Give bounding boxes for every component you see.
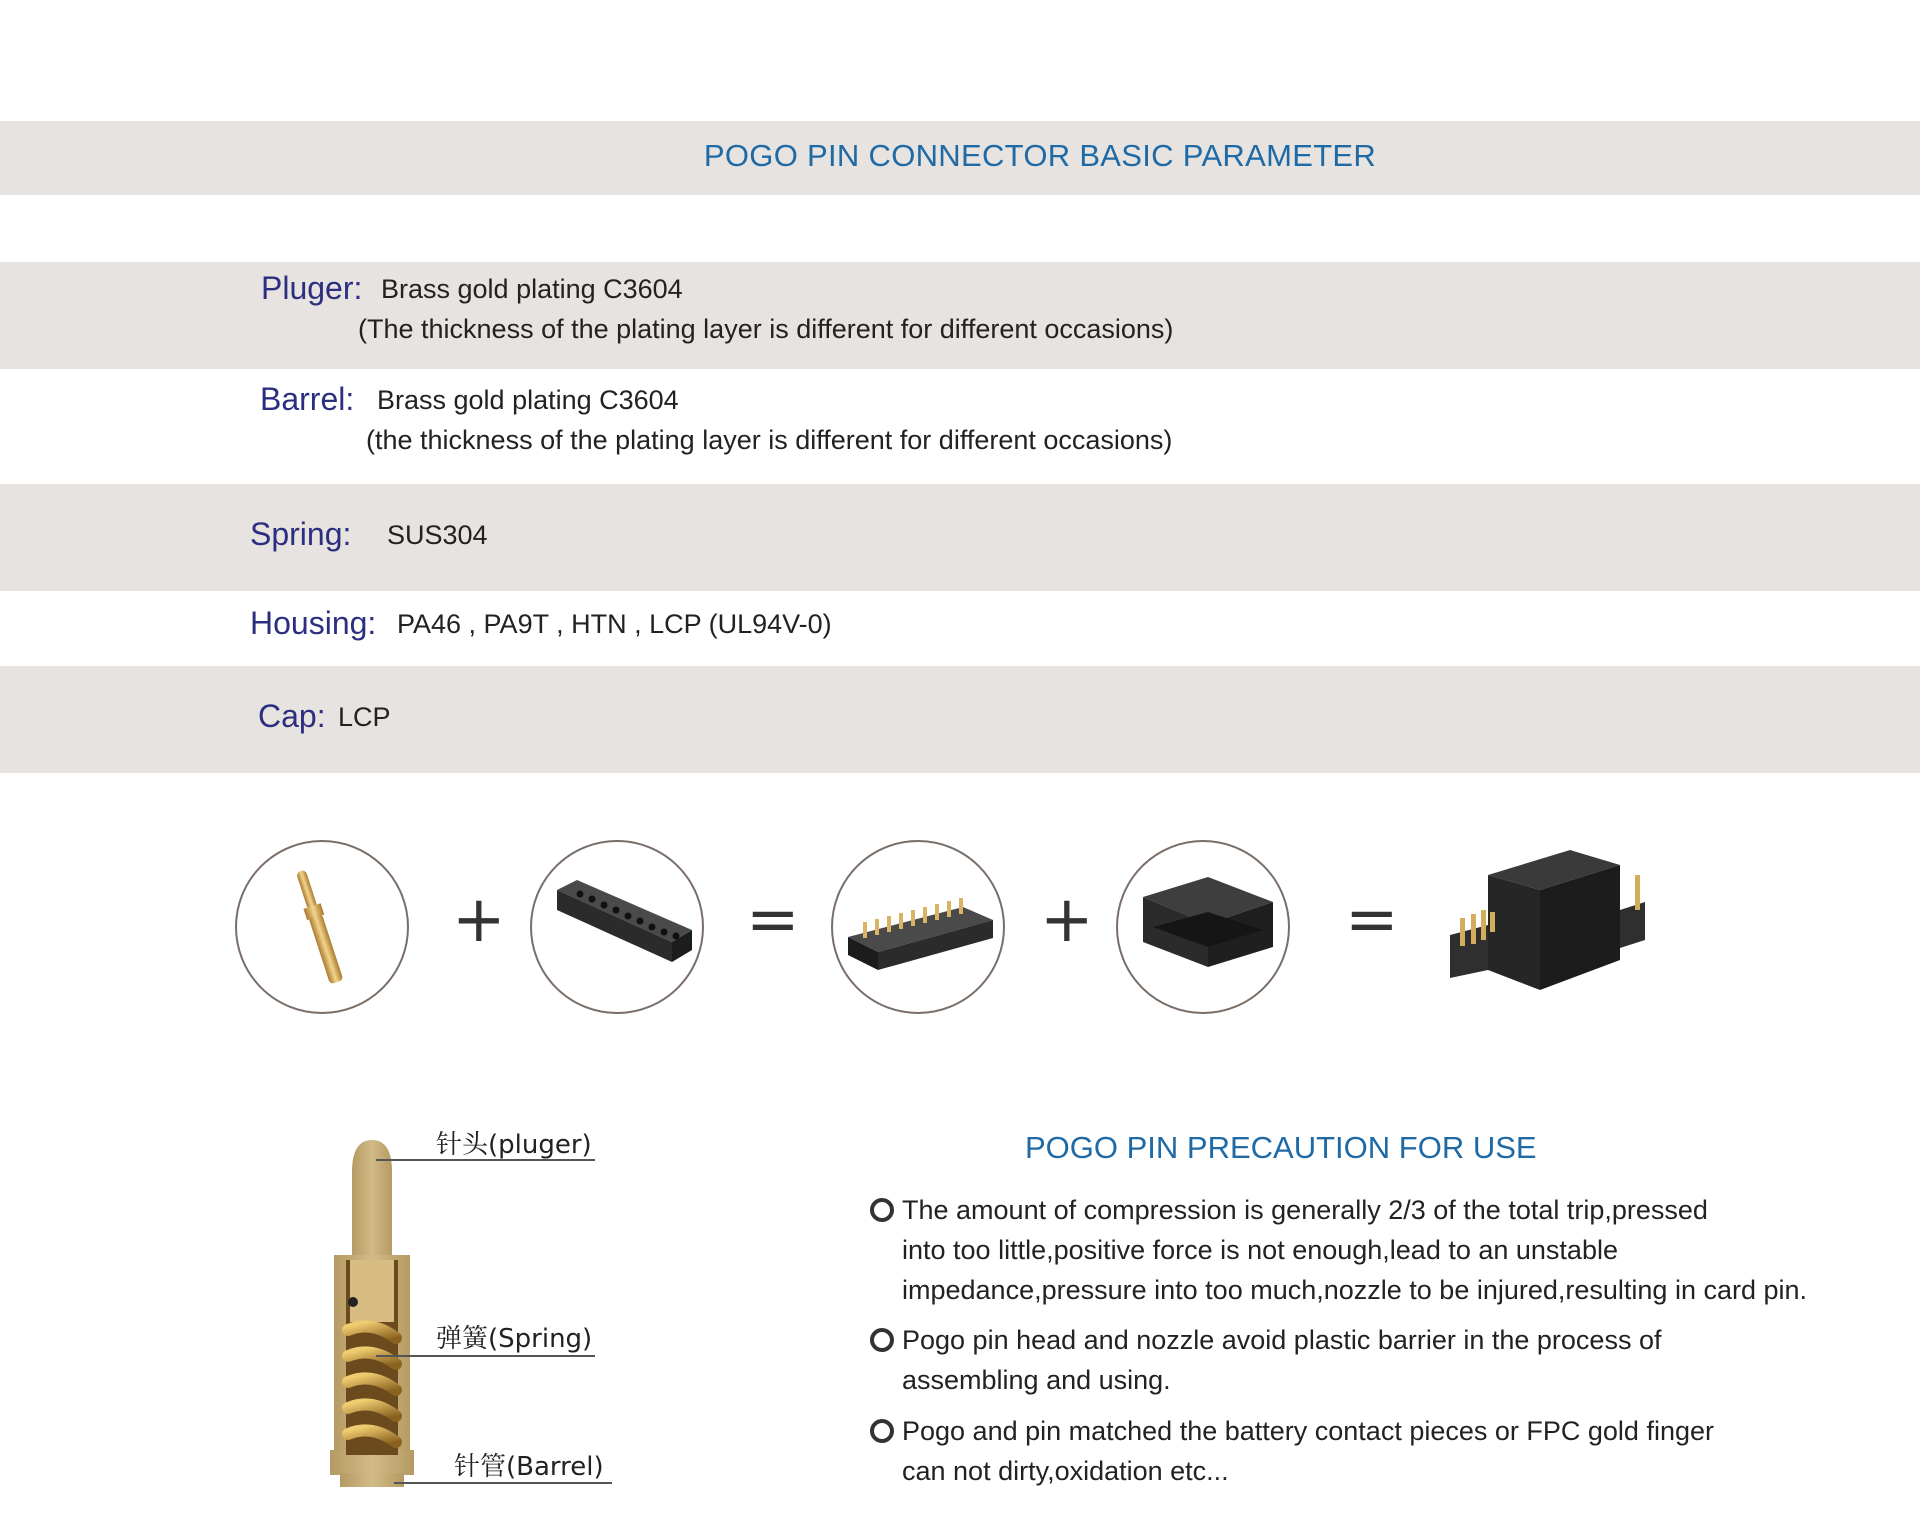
precaution-item-1 bbox=[870, 1190, 1890, 1310]
precaution-2-line-1: Pogo pin head and nozzle avoid plastic barrier in the process of bbox=[902, 1325, 1662, 1355]
param-note-barrel: (the thickness of the plating layer is different for different occasions) bbox=[366, 425, 1173, 455]
pin-housing-icon bbox=[833, 842, 1003, 1012]
precaution-3-line-2: can not dirty,oxidation etc... bbox=[902, 1456, 1229, 1486]
param-value-pluger: Brass gold plating C3604 bbox=[381, 274, 683, 304]
equals-sign-2: = bbox=[1345, 883, 1399, 957]
housing-icon bbox=[532, 842, 702, 1012]
param-label-pluger: Pluger: bbox=[261, 270, 363, 306]
plus-sign-2: + bbox=[1040, 883, 1094, 957]
housing-image bbox=[530, 840, 704, 1014]
precaution-3-line-1: Pogo and pin matched the battery contact pieces or FPC gold finger bbox=[902, 1416, 1714, 1446]
precaution-item-2 bbox=[870, 1320, 1890, 1400]
equals-sign-1: = bbox=[746, 883, 800, 957]
precaution-1-line-2: into too little,positive force is not enough,lead to an unstable bbox=[902, 1235, 1618, 1265]
pogo-pin-image bbox=[235, 840, 409, 1014]
precaution-item-3 bbox=[870, 1411, 1890, 1491]
param-label-barrel: Barrel: bbox=[260, 381, 355, 417]
assembly-illustration bbox=[0, 830, 1920, 1030]
cap-icon bbox=[1118, 842, 1288, 1012]
final-connector-icon bbox=[1440, 830, 1680, 1000]
precaution-2-line-2: assembling and using. bbox=[902, 1365, 1171, 1395]
callout-spring: 弹簧(Spring) bbox=[436, 1324, 593, 1354]
cap-image bbox=[1116, 840, 1290, 1014]
precaution-1-line-3: impedance,pressure into too much,nozzle to be injured,resulting in card pin. bbox=[902, 1275, 1808, 1305]
precaution-1-line-1: The amount of compression is generally 2/3 of the total trip,pressed bbox=[902, 1195, 1708, 1225]
bullet-circle-icon bbox=[870, 1328, 894, 1352]
param-value-housing: PA46 , PA9T , HTN , LCP (UL94V-0) bbox=[397, 609, 832, 639]
callout-pluger: 针头(pluger) bbox=[436, 1130, 592, 1160]
precaution-title: POGO PIN PRECAUTION FOR USE bbox=[1025, 1130, 1537, 1165]
pin-housing-assembly-image bbox=[831, 840, 1005, 1014]
param-label-cap: Cap: bbox=[258, 698, 326, 734]
bullet-circle-icon bbox=[870, 1419, 894, 1443]
callout-barrel: 针管(Barrel) bbox=[454, 1452, 604, 1482]
param-label-spring: Spring: bbox=[250, 516, 352, 552]
bullet-circle-icon bbox=[870, 1198, 894, 1222]
param-value-spring: SUS304 bbox=[387, 520, 488, 550]
param-note-pluger: (The thickness of the plating layer is different for different occasions) bbox=[358, 314, 1174, 344]
pogo-pin-icon bbox=[237, 842, 407, 1012]
param-label-housing: Housing: bbox=[250, 605, 377, 641]
page-title: POGO PIN CONNECTOR BASIC PARAMETER bbox=[703, 138, 1377, 173]
param-value-barrel: Brass gold plating C3604 bbox=[377, 385, 679, 415]
param-value-cap: LCP bbox=[338, 702, 391, 732]
plus-sign-1: + bbox=[452, 883, 506, 957]
